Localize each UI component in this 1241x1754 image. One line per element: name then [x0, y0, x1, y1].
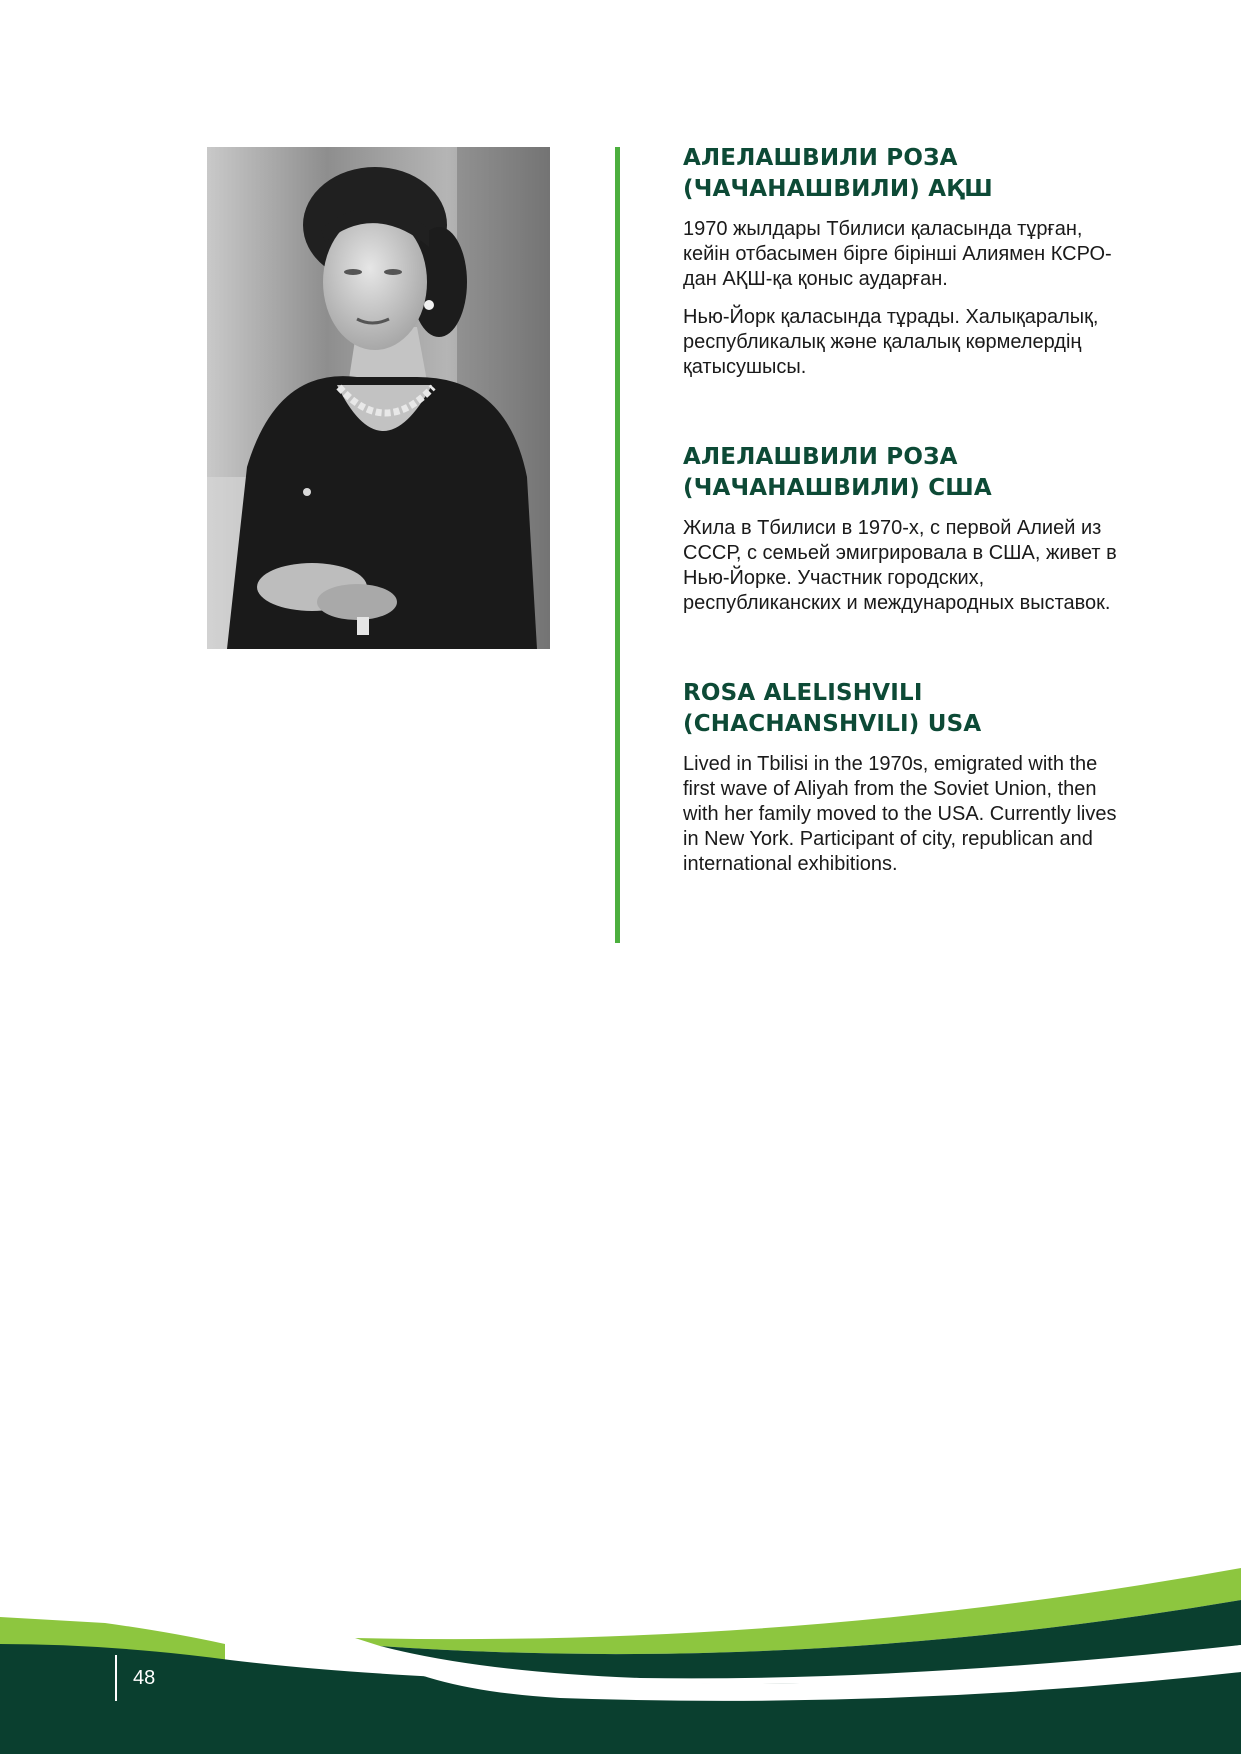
portrait-photo [207, 147, 550, 649]
footer-wave-graphic [0, 1560, 1241, 1754]
section-heading [683, 678, 1133, 740]
heading-line-1: АЛЕЛАШВИЛИ РОЗА [683, 444, 958, 470]
paragraph: Жила в Тбилиси в 1970-х, с первой Алией из СССР, с семьей эмигрировала в США, живет в Нью-Йорке. Участник городских, республиканских и международных выставок. [683, 517, 1117, 614]
section-heading [683, 442, 1133, 504]
heading-line-2: (CHACHANSHVILI) USA [683, 711, 982, 737]
page-number: 48 [133, 1667, 156, 1689]
section-kazakh [683, 143, 1133, 380]
footer-waves [0, 1560, 1241, 1754]
text-column [683, 143, 1133, 877]
section-heading [683, 143, 1133, 205]
paragraph: 1970 жылдары Тбилиси қаласында тұрған, кейін отбасымен бірге бірінші Алиямен КСРО-дан АҚШ-қа қоныс аударған. [683, 218, 1112, 290]
portrait-image [207, 147, 550, 649]
heading-line-2: (ЧАЧАНАШВИЛИ) США [683, 475, 992, 501]
vertical-divider [615, 147, 620, 943]
paragraph: Нью-Йорк қаласында тұрады. Халықаралық, республикалық және қалалық көрмелердің қатысушысы. [683, 306, 1099, 378]
heading-line-1: АЛЕЛАШВИЛИ РОЗА [683, 145, 958, 171]
paragraph: Lived in Tbilisi in the 1970s, emigrated with the first wave of Aliyah from the Soviet Union, then with her family moved to the USA. Currently lives in New York. Participant of city, republican and international exhibitions. [683, 753, 1117, 875]
heading-line-1: ROSA ALELISHVILI [683, 680, 923, 706]
heading-line-2: (ЧАЧАНАШВИЛИ) АҚШ [683, 176, 993, 202]
section-russian [683, 442, 1133, 616]
section-english [683, 678, 1133, 877]
page-number-divider [115, 1655, 117, 1701]
